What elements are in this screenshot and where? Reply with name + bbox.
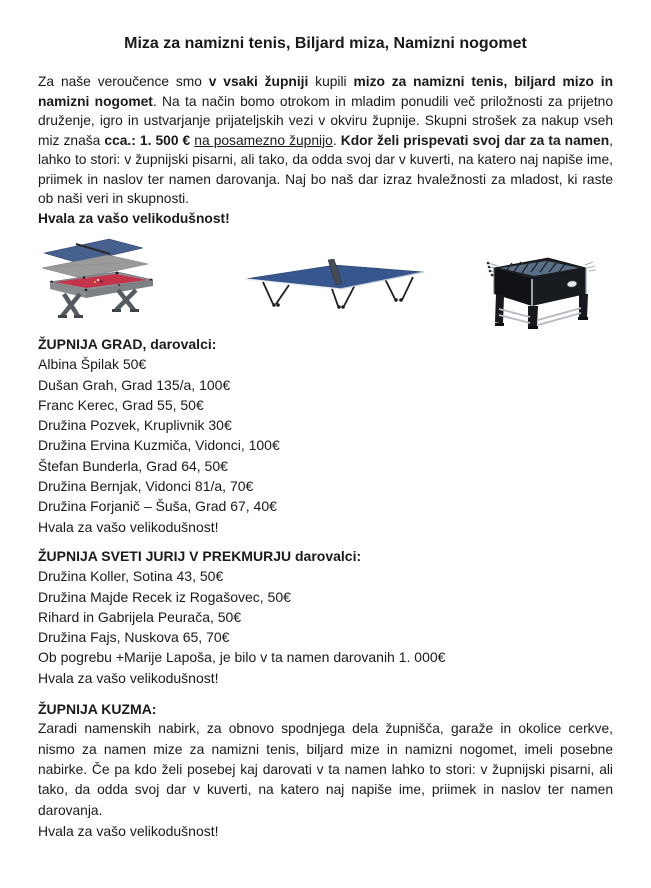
- intro-run: kupili: [308, 74, 354, 89]
- donor-line: Rihard in Gabrijela Peurača, 50€: [38, 608, 242, 625]
- intro-run: .: [332, 132, 341, 148]
- intro-run: . Na ta način bomo otrokom in mladim ponudili več priložnosti za prijetno druženje, igro in ustvarjanje prijateljskih vezi v okviru župnije. Skupni strošek za nakup vseh miz znaša: [38, 93, 613, 148]
- product-images-row: [38, 234, 613, 334]
- donor-line: Dušan Grah, Grad 135/a, 100€: [38, 376, 231, 393]
- intro-run: Za naše veroučence smo: [38, 74, 209, 89]
- donor-line: Družina Forjanič – Šuša, Grad 67, 40€: [38, 498, 277, 515]
- intro-thanks: Hvala za vašo velikodušnost!: [38, 210, 230, 226]
- section-heading: ŽUPNIJA KUZMA:: [38, 701, 157, 718]
- section-zupnija-grad: [38, 334, 613, 537]
- donor-line: Albina Špilak 50€: [38, 356, 147, 373]
- donor-list: [38, 566, 613, 688]
- intro-run-bold-cost: cca.: 1. 500 €: [104, 132, 195, 148]
- donor-line: Družina Koller, Sotina 43, 50€: [38, 568, 224, 585]
- section-heading: ŽUPNIJA SVETI JURIJ V PREKMURJU darovalci:: [38, 547, 362, 564]
- donor-line: Hvala za vašo velikodušnost!: [38, 518, 219, 535]
- table-tennis-table-image: [243, 258, 427, 310]
- donor-line: Štefan Bunderla, Grad 64, 50€: [38, 457, 228, 474]
- intro-run-bold: Kdor želi prispevati svoj dar za ta namen: [340, 132, 610, 148]
- section-zupnija-sveti-jurij: [38, 546, 613, 688]
- intro-run-bold: v vsaki župniji: [208, 74, 309, 89]
- intro-run: , lahko to stori: v župnijski pisarni, ali tako, da odda svoj dar v kuverti, na katero naj napiše ime, priimek in naslov ter namen darovanja. Naj bo naš dar izraz hvaležnosti za mladost, ki raste ob naši veri in skupnosti.: [38, 132, 613, 206]
- donor-line: Družina Fajs, Nuskova 65, 70€: [38, 629, 230, 646]
- donor-line: Ob pogrebu +Marije Lapoša, je bilo v ta namen darovanih 1. 000€: [38, 649, 446, 666]
- donor-line: Družina Bernjak, Vidonci 81/a, 70€: [38, 478, 254, 495]
- intro-paragraph: [38, 72, 613, 209]
- donor-line: Družina Majde Recek iz Rogašovec, 50€: [38, 588, 291, 605]
- donor-line: Franc Kerec, Grad 55, 50€: [38, 396, 204, 413]
- kuzma-paragraph: Zaradi namenskih nabirk, za obnovo spodnjega dela župnišča, garaže in okolice cerkve, nismo za namen mize za namizni tenis, biljard mize in namizni nogomet, imeli posebne nabirke. Če pa kdo želi posebej kaj darovati v ta namen lahko to stori: v župnijski pisarni, ali tako, da odda svoj dar v kuverti, na katero naj napiše ime, priimek in naslov ter namen darovanja.: [38, 721, 613, 818]
- section-zupnija-kuzma: [38, 699, 613, 841]
- donor-line: Hvala za vašo velikodušnost!: [38, 669, 219, 686]
- page-title: Miza za namizni tenis, Biljard miza, Namizni nogomet: [124, 35, 527, 52]
- intro-run-bold: mizo za namizni tenis, biljard mizo in namizni nogomet: [38, 74, 613, 109]
- foosball-table-image: [486, 246, 600, 330]
- intro-run-underline: na posamezno župnijo: [194, 132, 333, 148]
- kuzma-thanks: Hvala za vašo velikodušnost!: [38, 822, 219, 839]
- donor-line: Družina Ervina Kuzmiča, Vidonci, 100€: [38, 437, 280, 454]
- donor-list: [38, 354, 613, 537]
- multi-game-table-image: [38, 236, 170, 320]
- donor-line: Družina Pozvek, Kruplivnik 30€: [38, 417, 232, 434]
- section-heading: ŽUPNIJA GRAD, darovalci:: [38, 336, 217, 352]
